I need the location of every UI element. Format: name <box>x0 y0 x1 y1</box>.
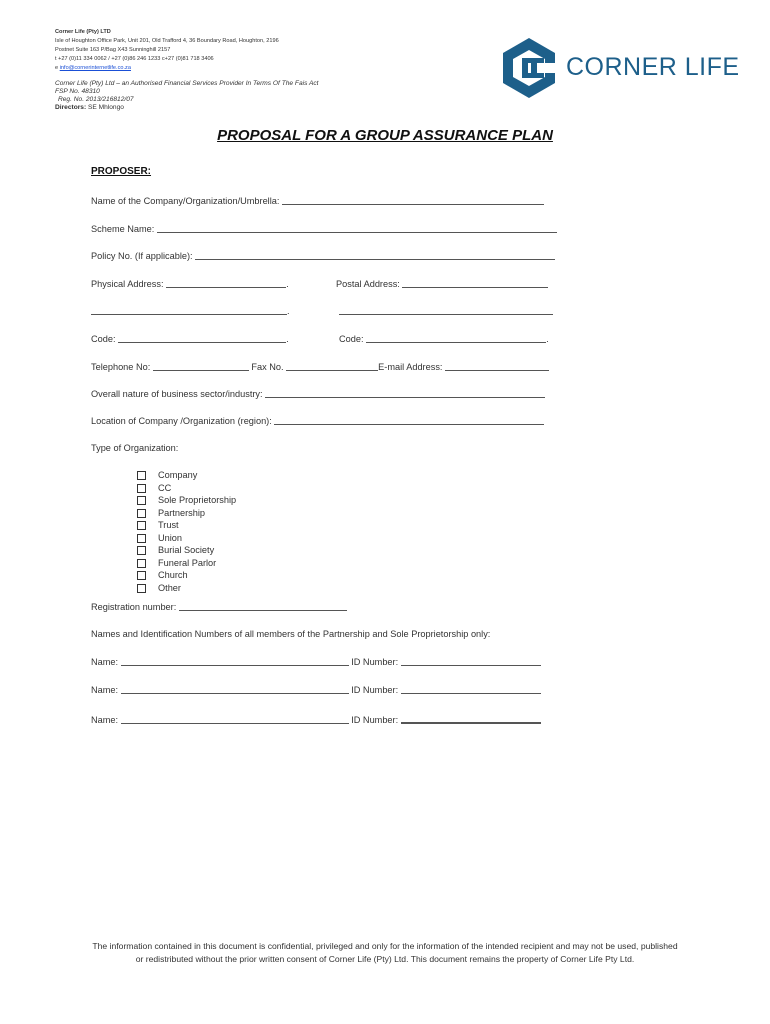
code-right-field: Code: . <box>339 334 549 344</box>
scheme-name-field <box>91 223 557 234</box>
fsp-number: FSP No. 48310 <box>55 88 100 95</box>
org-type-label: Church <box>158 570 188 580</box>
address-line-2: Postnet Suite 163 P/Bag X43 Sunninghill 2157 <box>55 47 171 53</box>
org-type-label: Union <box>158 532 183 543</box>
member-name-label: Name: <box>91 715 119 725</box>
location-label: Location of Company /Organization (region): <box>91 416 272 426</box>
business-nature-label: Overall nature of business sector/industry: <box>91 389 263 399</box>
member-id-label: ID Number: <box>351 657 399 667</box>
member-name-blank[interactable] <box>121 714 349 724</box>
checkbox[interactable] <box>137 584 146 593</box>
checkbox[interactable] <box>137 496 146 505</box>
org-type-label: Trust <box>158 520 179 530</box>
member-id-blank[interactable] <box>401 684 541 694</box>
code-left-label: Code: <box>91 334 116 344</box>
company-name: Corner Life (Pty) LTD <box>55 29 111 35</box>
postal-address-label: Postal Address: <box>336 279 400 289</box>
code-right-label: Code: <box>339 334 364 344</box>
member-name-label: Name: <box>91 657 119 667</box>
checkbox[interactable] <box>137 559 146 568</box>
location-blank[interactable] <box>274 415 544 425</box>
policy-no-field <box>91 250 555 261</box>
org-type-label: Burial Society <box>158 545 215 555</box>
checkbox[interactable] <box>137 521 146 530</box>
telephone-blank[interactable] <box>153 361 249 371</box>
member-id-label: ID Number: <box>351 715 399 725</box>
member-id-label: ID Number: <box>351 685 399 695</box>
org-type-label: Sole Proprietorship <box>158 495 237 505</box>
postal-address-blank-2[interactable] <box>339 305 553 315</box>
registration-label: Registration number: <box>91 602 177 612</box>
contact-numbers: t +27 (0)11 334 0062 / +27 (0)86 246 1233 c+27 (0)81 718 3406 <box>55 56 214 62</box>
code-right-blank[interactable] <box>366 333 546 343</box>
physical-address-label: Physical Address: <box>91 279 164 289</box>
member-row <box>91 684 541 695</box>
code-left-blank[interactable] <box>118 333 286 343</box>
email-blank[interactable] <box>445 361 549 371</box>
scheme-name-blank[interactable] <box>157 223 557 233</box>
confidentiality-footer: The information contained in this document is confidential, privileged and only for the information of the intended recipient and may not be used, published or redistributed without the prior written consent of Corner Life (Pty) Ltd. This document remains the property of Corner Life Pty Ltd. <box>92 941 678 964</box>
org-type-label: Other <box>158 582 181 593</box>
registration-blank[interactable] <box>179 601 347 611</box>
policy-no-label: Policy No. (If applicable): <box>91 251 193 261</box>
checkbox[interactable] <box>137 546 146 555</box>
member-name-label: Name: <box>91 685 119 695</box>
member-name-blank[interactable] <box>121 684 349 694</box>
email-field-label: E-mail Address: <box>378 362 443 372</box>
member-row <box>91 713 541 725</box>
directors-value: SE Mhlongo <box>86 104 124 111</box>
org-type-label: Funeral Parlor <box>158 557 217 568</box>
fax-blank[interactable] <box>286 361 378 371</box>
members-intro: Names and Identification Numbers of all members of the Partnership and Sole Proprietorship only: <box>91 629 491 639</box>
physical-address-blank[interactable] <box>166 278 286 288</box>
business-nature-field <box>91 388 545 399</box>
telephone-label: Telephone No: <box>91 362 151 372</box>
org-type-label: CC <box>158 482 172 493</box>
checkbox[interactable] <box>137 509 146 518</box>
postal-address-field <box>336 278 548 289</box>
physical-address-blank-2[interactable] <box>91 305 287 315</box>
business-nature-blank[interactable] <box>265 388 545 398</box>
registration-number: Reg. No. 2013/216812/07 <box>58 96 134 103</box>
proposer-heading: PROPOSER: <box>91 166 152 177</box>
physical-address-field: Physical Address: . <box>91 279 289 289</box>
fsp-statement: Corner Life (Pty) Ltd – an Authorised Financial Services Provider In Terms Of The Fais Act <box>55 80 319 87</box>
scheme-name-label: Scheme Name: <box>91 224 155 234</box>
document-title: PROPOSAL FOR A GROUP ASSURANCE PLAN <box>217 127 553 144</box>
postal-address-blank[interactable] <box>402 278 548 288</box>
corner-life-logo-icon <box>500 36 558 100</box>
code-left-field: Code: . <box>91 334 289 344</box>
checkbox[interactable] <box>137 471 146 480</box>
location-field <box>91 415 544 426</box>
member-id-blank[interactable] <box>401 656 541 666</box>
directors-line <box>55 104 124 111</box>
checkbox[interactable] <box>137 484 146 493</box>
company-name-label: Name of the Company/Organization/Umbrella: <box>91 196 280 206</box>
checkbox[interactable] <box>137 534 146 543</box>
physical-address-line-2: . <box>91 305 290 316</box>
email-link[interactable]: info@cornerinternetlife.co.za <box>59 65 131 71</box>
company-name-field <box>91 195 544 206</box>
org-type-label: Company <box>158 470 198 480</box>
checkbox[interactable] <box>137 571 146 580</box>
member-name-blank[interactable] <box>121 656 349 666</box>
registration-field <box>91 601 347 612</box>
org-type-label: Partnership <box>158 507 205 518</box>
email-line <box>55 65 131 71</box>
postal-address-line-2 <box>339 305 553 316</box>
member-row <box>91 656 541 667</box>
contact-numbers-field <box>91 361 549 372</box>
logo-wordmark: CORNER LIFE <box>566 53 740 81</box>
company-name-blank[interactable] <box>282 195 544 205</box>
email-prefix: e <box>55 65 60 71</box>
member-id-blank[interactable] <box>401 713 541 724</box>
policy-no-blank[interactable] <box>195 250 555 260</box>
org-type-heading: Type of Organization: <box>91 443 179 453</box>
directors-label: Directors: <box>55 104 87 111</box>
fax-label: Fax No. <box>251 362 284 372</box>
address-line-1: Isle of Houghton Office Park, Unit 201, Old Trafford 4, 36 Boundary Road, Houghton, 2196 <box>55 38 279 44</box>
